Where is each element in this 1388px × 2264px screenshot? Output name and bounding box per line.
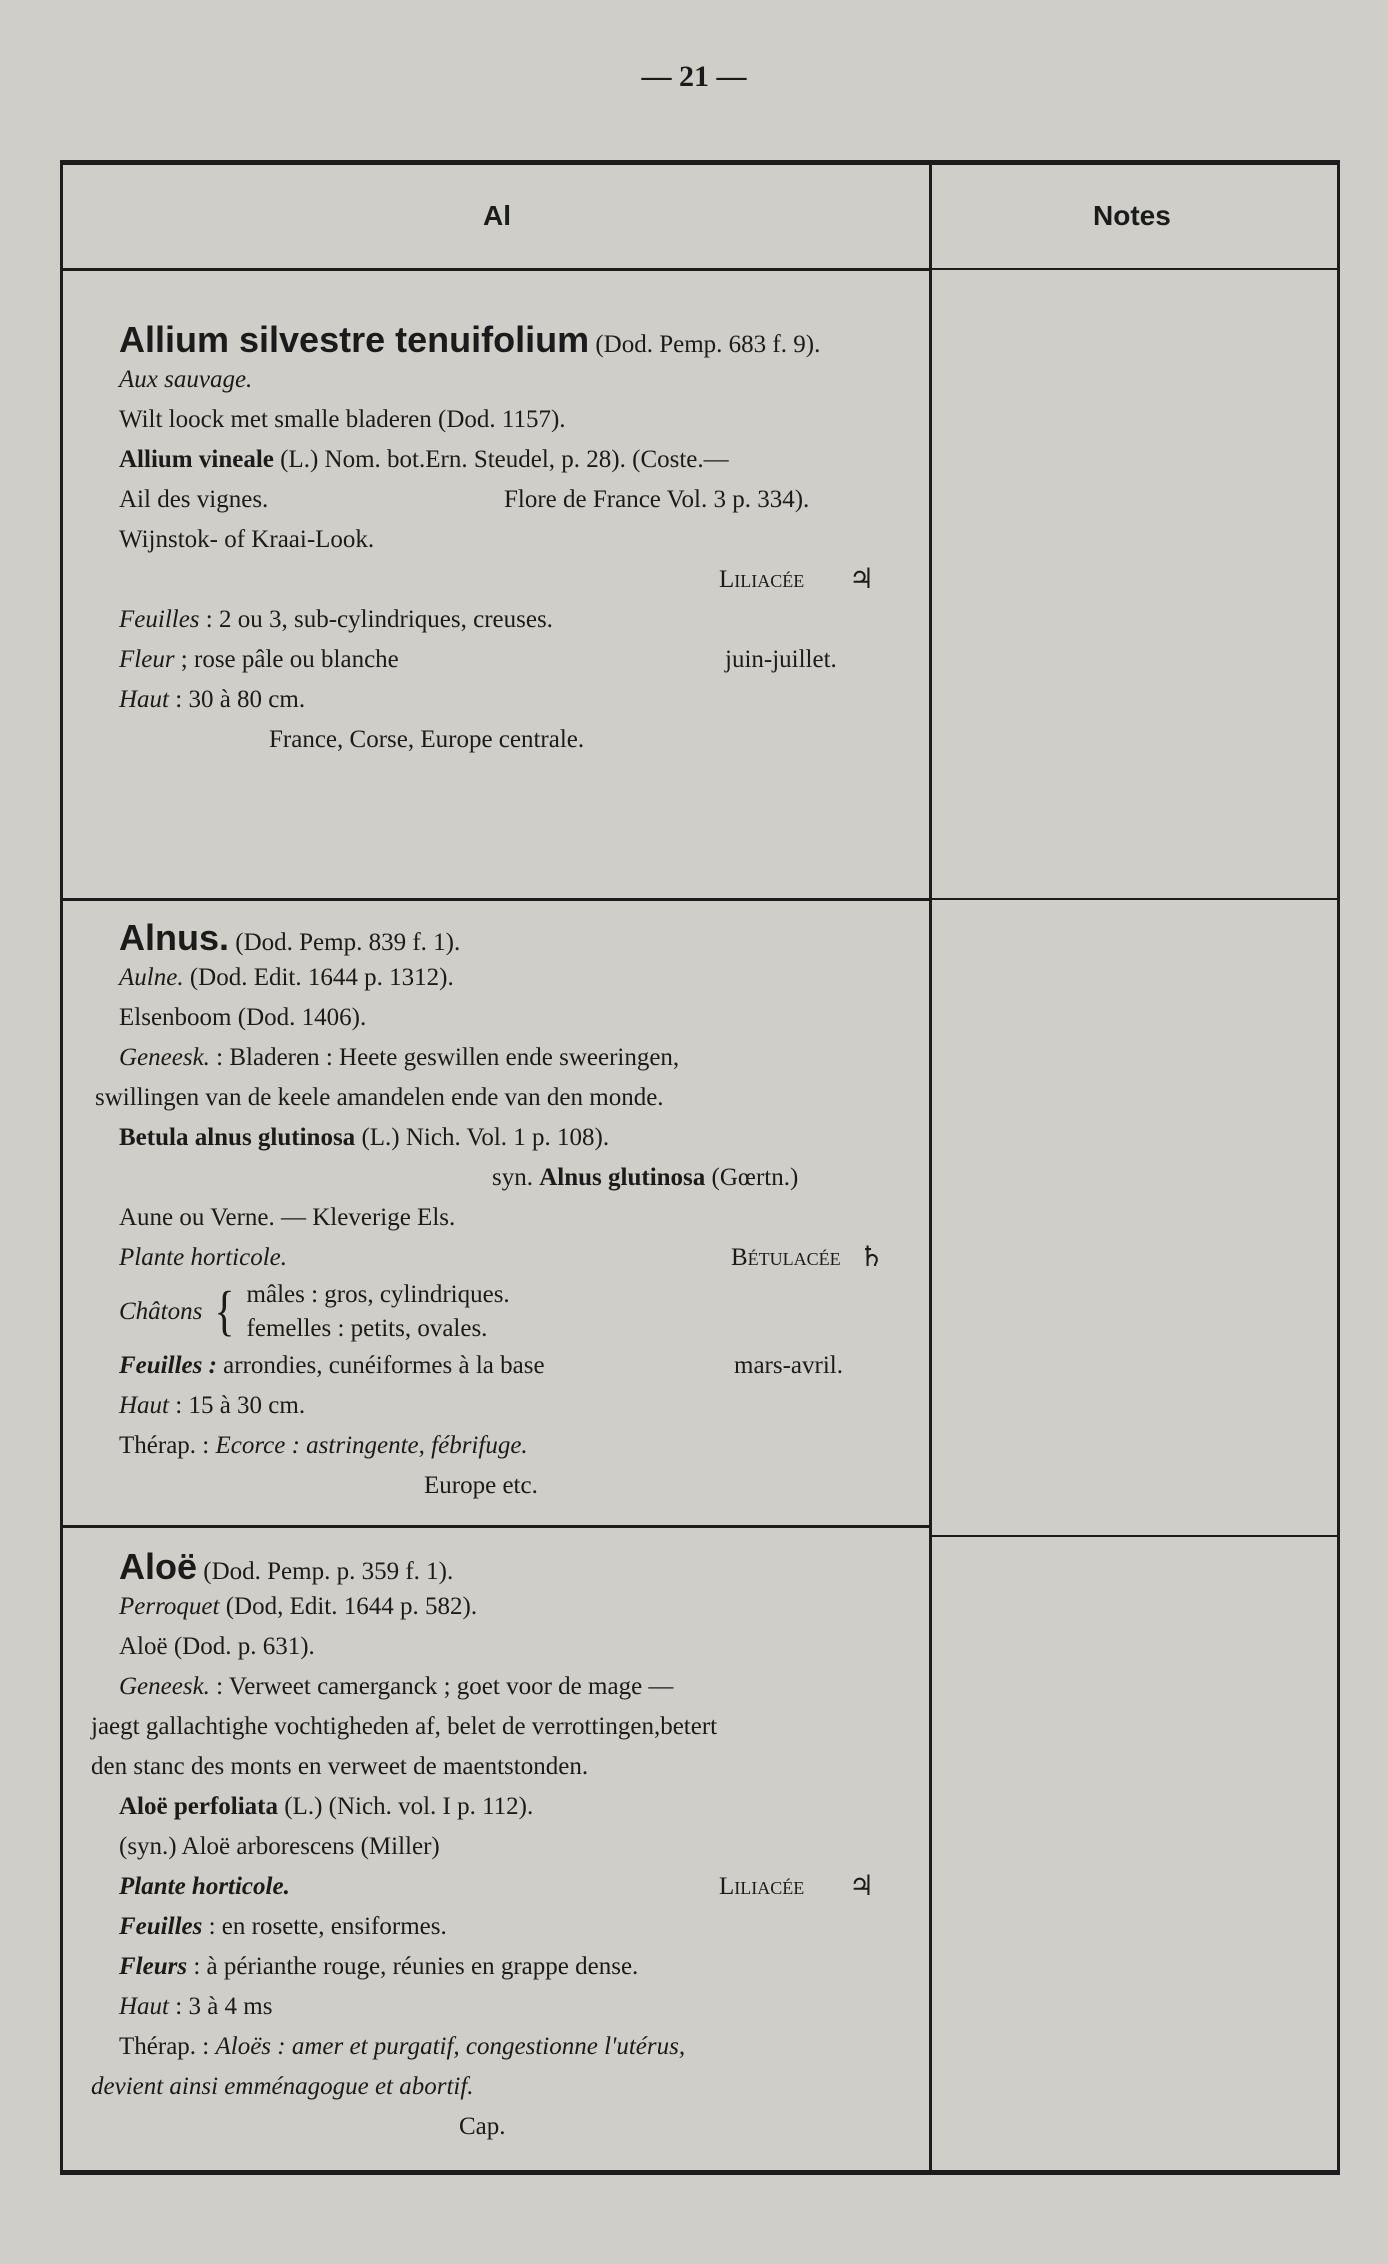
notes-header-rule [932, 268, 1337, 270]
table-frame [60, 160, 1340, 2175]
flemish-name: Aloë (Dod. p. 631). [119, 1633, 315, 1660]
reference: (L.) (Nich. vol. I p. 112). [284, 1793, 534, 1820]
perennial-symbol: ♃ [849, 1871, 875, 1902]
entry-divider [63, 898, 929, 901]
page-number: — 21 — [641, 60, 747, 93]
field-value: Ecorce : astringente, fébrifuge. [215, 1432, 528, 1459]
perennial-symbol: ♃ [849, 564, 875, 595]
field-value: : 15 à 30 cm. [175, 1392, 306, 1419]
reference: (Dod. Pemp. 839 f. 1). [235, 929, 461, 956]
flemish-name: Elsenboom (Dod. 1406). [119, 1004, 367, 1031]
season: mars-avril. [734, 1352, 843, 1379]
field-label: Feuilles : [119, 1352, 217, 1379]
common-name: Aulne. [119, 964, 184, 991]
species-name: Betula alnus glutinosa [119, 1124, 356, 1151]
tree-symbol: ♄ [859, 1242, 885, 1273]
field-label: Fleurs [119, 1953, 188, 1980]
column-divider [929, 165, 932, 2170]
family-label: Liliacée [719, 1873, 805, 1900]
distribution: France, Corse, Europe centrale. [269, 726, 585, 753]
reference: (Dod. Pemp. 683 f. 9). [595, 331, 821, 358]
entry-title: Allium silvestre tenuifolium [119, 319, 590, 360]
header-rule [63, 268, 929, 271]
field-value: swillingen van de keele amandelen ende van den monde. [95, 1084, 664, 1111]
reference: (Dod, Edit. 1644 p. 582). [225, 1593, 478, 1620]
brace-icon: { [214, 1282, 235, 1342]
header-notes: Notes [1093, 200, 1171, 231]
species-name: Allium vineale [119, 446, 274, 473]
species-name: Alnus glutinosa [539, 1164, 706, 1191]
entry-aloe [91, 1546, 919, 2147]
plant-type: Plante horticole. [119, 1244, 288, 1271]
field-value: : Verweet camerganck ; goet voor de mage — [216, 1673, 674, 1700]
common-name: Perroquet [119, 1593, 220, 1620]
field-label: Haut [119, 1392, 169, 1419]
field-label: Geneesk. [119, 1044, 210, 1071]
species-name: Aloë perfoliata [119, 1793, 278, 1820]
species-name: Aloë arborescens (Miller) [181, 1833, 440, 1860]
field-value: : 30 à 80 cm. [175, 686, 306, 713]
distribution: Europe etc. [424, 1472, 538, 1499]
flemish-name: Wijnstok- of Kraai-Look. [119, 526, 375, 553]
field-value: : 2 ou 3, sub-cylindriques, creuses. [205, 606, 553, 633]
field-label: Feuilles [119, 606, 200, 633]
reference: (Dod. Pemp. p. 359 f. 1). [203, 1558, 454, 1585]
field-value: Aloës : amer et purgatif, congestionne l'utérus, [215, 2033, 686, 2060]
field-value: : à périanthe rouge, réunies en grappe dense. [193, 1953, 639, 1980]
common-name: Ail des vignes. [119, 486, 269, 513]
field-value: : en rosette, ensiformes. [208, 1913, 447, 1940]
synonym-label: (syn.) [119, 1833, 177, 1860]
distribution: Cap. [459, 2113, 506, 2140]
common-name: Aune ou Verne. — Kleverige Els. [119, 1204, 456, 1231]
field-label: Haut [119, 686, 169, 713]
season: juin-juillet. [725, 646, 837, 673]
field-label: Thérap. : [119, 2033, 210, 2060]
entry-title: Alnus. [119, 917, 230, 958]
reference: (Dod. Edit. 1644 p. 1312). [189, 964, 454, 991]
notes-divider [932, 898, 1337, 900]
family-label: Bétulacée [731, 1244, 841, 1271]
common-name: Aux sauvage. [119, 366, 253, 393]
family-label: Liliacée [719, 566, 805, 593]
field-value: arrondies, cunéiformes à la base [223, 1352, 545, 1379]
field-value: den stanc des monts en verweet de maentstonden. [91, 1753, 589, 1780]
field-value: : 3 à 4 ms [175, 1993, 273, 2020]
reference: (L.) Nom. bot.Ern. Steudel, p. 28). (Coste.— [280, 446, 729, 473]
field-value: devient ainsi emménagogue et abortif. [91, 2073, 474, 2100]
field-label: Feuilles [119, 1913, 203, 1940]
plant-type: Plante horticole. [119, 1873, 290, 1900]
entry-title: Aloë [119, 1546, 198, 1587]
reference: Flore de France Vol. 3 p. 334). [504, 486, 810, 513]
entry-alnus [95, 917, 919, 1506]
synonym-label: syn. [492, 1164, 533, 1191]
field-label: Châtons [119, 1298, 203, 1325]
header-al: Al [483, 200, 511, 231]
field-value: ; rose pâle ou blanche [180, 646, 399, 673]
field-label: Thérap. : [119, 1432, 210, 1459]
field-value: femelles : petits, ovales. [246, 1315, 488, 1342]
notes-divider [932, 1535, 1337, 1537]
reference: (L.) Nich. Vol. 1 p. 108). [361, 1124, 610, 1151]
field-value: jaegt gallachtighe vochtigheden af, belet de verrottingen,betert [91, 1713, 718, 1740]
field-value: : Bladeren : Heete geswillen ende sweeringen, [216, 1044, 680, 1071]
reference: (Gœrtn.) [711, 1164, 799, 1191]
field-label: Haut [119, 1993, 169, 2020]
field-label: Fleur [119, 646, 175, 673]
field-label: Geneesk. [119, 1673, 210, 1700]
field-value: mâles : gros, cylindriques. [246, 1281, 510, 1308]
entry-allium [119, 320, 919, 760]
entry-divider [63, 1525, 929, 1528]
flemish-name: Wilt loock met smalle bladeren (Dod. 1157). [119, 406, 566, 433]
